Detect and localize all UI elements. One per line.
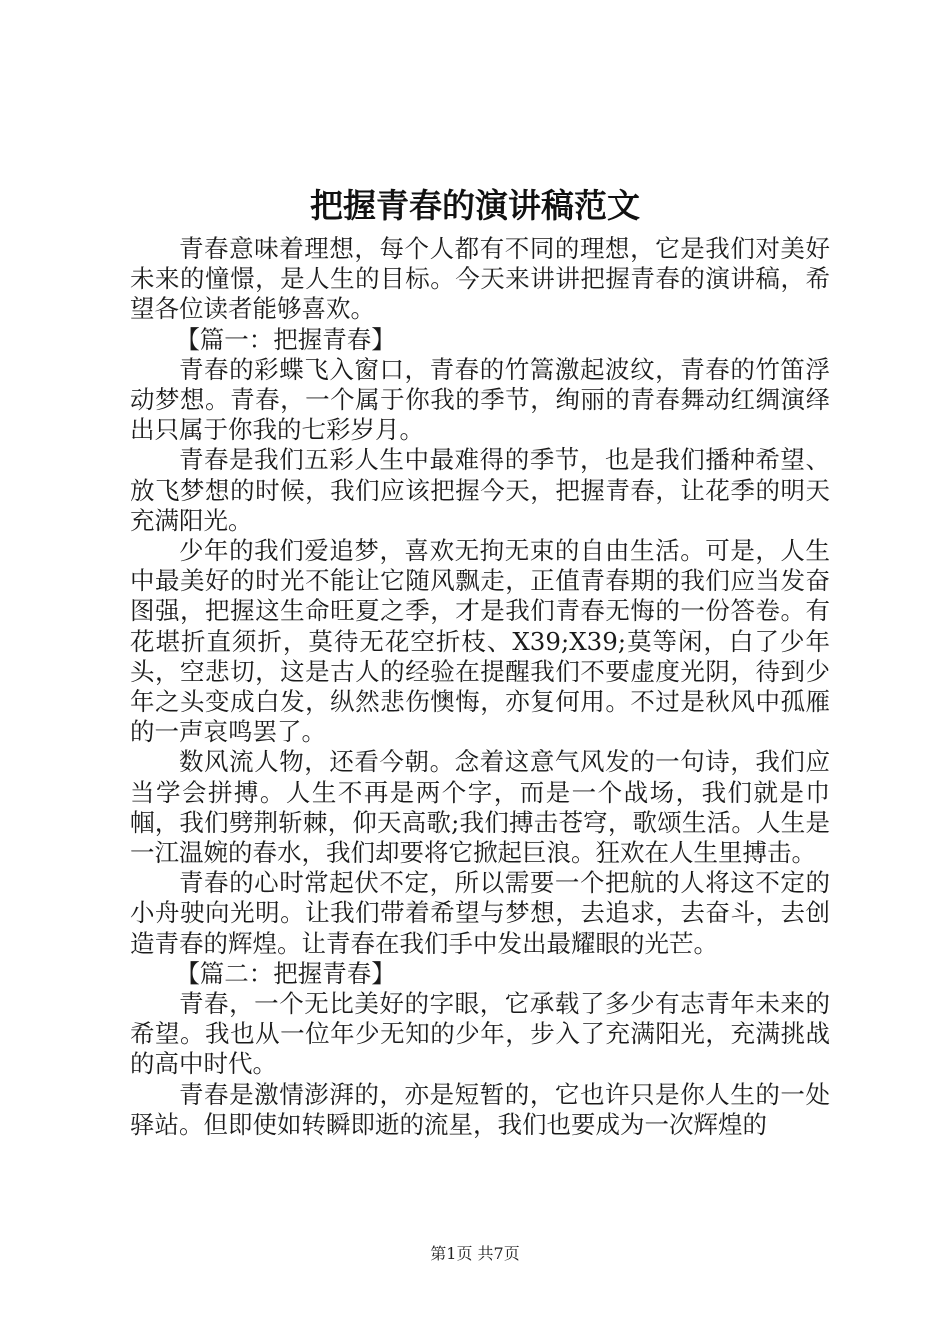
section-heading-2: 【篇二：把握青春】 — [175, 958, 396, 988]
paragraph: 青春的心时常起伏不定，所以需要一个把航的人将这不定的小舟驶向光明。让我们带着希望与梦想，去追求，去奋斗，去创造青春的辉煌。让青春在我们手中发出最耀眼的光芒。 — [130, 868, 830, 958]
page-footer: 第1页 共7页 — [430, 1244, 520, 1263]
document-body — [130, 234, 830, 1140]
paragraph: 青春是激情澎湃的，亦是短暂的，它也许只是你人生的一处驿站。但即使如转瞬即逝的流星，我们也要成为一次辉煌的 — [130, 1079, 830, 1139]
paragraph: 青春，一个无比美好的字眼，它承载了多少有志青年未来的希望。我也从一位年少无知的少年，步入了充满阳光，充满挑战的高中时代。 — [130, 989, 830, 1079]
paragraph: 数风流人物，还看今朝。念着这意气风发的一句诗，我们应当学会拼搏。人生不再是两个字，而是一个战场，我们就是巾帼，我们劈荆斩棘，仰天高歌;我们搏击苍穹，歌颂生活。人生是一江温婉的春水，我们却要将它掀起巨浪。狂欢在人生里搏击。 — [130, 747, 830, 868]
document-title: 把握青春的演讲稿范文 — [310, 186, 640, 225]
paragraph: 少年的我们爱追梦，喜欢无拘无束的自由生活。可是，人生中最美好的时光不能让它随风飘走，正值青春期的我们应当发奋图强，把握这生命旺夏之季，才是我们青春无悔的一份答卷。有花堪折直须折，莫待无花空折枝、X39;X39;莫等闲，白了少年头，空悲切，这是古人的经验在提醒我们不要虚度光阴，待到少年之头变成白发，纵然悲伤懊悔，亦复何用。不过是秋风中孤雁的一声哀鸣罢了。 — [130, 536, 830, 747]
paragraph: 青春的彩蝶飞入窗口，青春的竹篙激起波纹，青春的竹笛浮动梦想。青春，一个属于你我的季节，绚丽的青春舞动红绸演绎出只属于你我的七彩岁月。 — [130, 354, 830, 445]
paragraph-intro: 青春意味着理想，每个人都有不同的理想，它是我们对美好未来的憧憬，是人生的目标。今天来讲讲把握青春的演讲稿，希望各位读者能够喜欢。 — [130, 234, 830, 324]
paragraph: 青春是我们五彩人生中最难得的季节，也是我们播种希望、放飞梦想的时候，我们应该把握今天，把握青春，让花季的明天充满阳光。 — [130, 445, 830, 535]
section-heading-1: 【篇一：把握青春】 — [175, 324, 396, 354]
